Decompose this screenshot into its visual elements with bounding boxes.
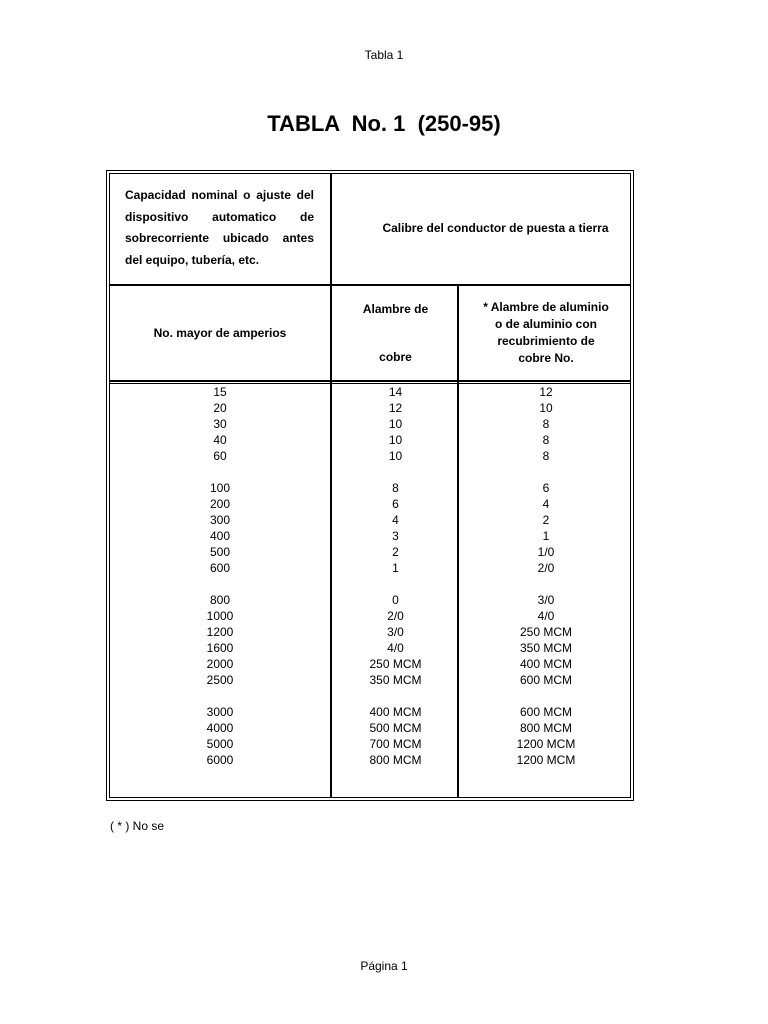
group-spacer (109, 576, 331, 592)
amperes-cell: 2000 (206, 657, 234, 671)
copper-cell: 10 (388, 433, 403, 447)
capacity-header-line: Capacidad nominal o ajuste del (125, 188, 314, 202)
capacity-header-line: del equipo, tubería, etc. (125, 252, 260, 267)
copper-cell: 3 (392, 529, 399, 543)
aluminum-cell: 8 (542, 433, 550, 447)
copper-column-header-line2: cobre (379, 350, 412, 364)
copper-cell: 14 (388, 385, 403, 399)
amperes-cell: 6000 (206, 753, 234, 767)
aluminum-cell: 250 MCM (519, 625, 572, 639)
amperes-cell: 1600 (206, 641, 234, 655)
aluminum-cell: 10 (539, 401, 553, 415)
copper-cell: 0 (392, 593, 399, 607)
capacity-header-line: sobrecorriente ubicado antes (125, 231, 314, 245)
copper-cell: 500 MCM (369, 721, 422, 735)
amperes-cell: 30 (213, 417, 227, 431)
aluminum-cell: 800 MCM (519, 721, 572, 735)
copper-cell: 6 (392, 497, 399, 511)
group-spacer (333, 688, 458, 704)
copper-cell: 2/0 (387, 609, 404, 623)
aluminum-cell: 12 (539, 385, 553, 399)
aluminum-cell: 350 MCM (519, 641, 572, 655)
aluminum-column (460, 384, 632, 768)
document-title: TABLA No. 1 (250-95) (267, 111, 501, 136)
copper-cell: 1 (392, 561, 399, 575)
copper-cell: 10 (388, 417, 403, 431)
conductor-header: Calibre del conductor de puesta a tierra (382, 221, 609, 235)
group-spacer (460, 688, 632, 704)
amperes-cell: 300 (209, 513, 231, 527)
aluminum-cell: 1200 MCM (516, 753, 576, 767)
copper-cell: 4 (392, 513, 399, 527)
group-spacer (333, 576, 458, 592)
amperes-cell: 60 (213, 449, 227, 463)
amperes-cell: 400 (209, 529, 231, 543)
amperes-cell: 800 (209, 593, 231, 607)
aluminum-cell: 600 MCM (519, 673, 572, 687)
aluminum-cell: 8 (542, 449, 550, 463)
group-spacer (109, 688, 331, 704)
aluminum-cell: 2/0 (537, 561, 555, 575)
amperes-cell: 1200 (206, 625, 234, 639)
group-spacer (333, 464, 458, 480)
footnote: ( * ) No se (110, 819, 165, 833)
amperes-cell: 500 (209, 545, 231, 559)
amperes-column (109, 384, 331, 768)
copper-cell: 12 (388, 401, 403, 415)
aluminum-cell: 3/0 (537, 593, 555, 607)
aluminum-cell: 4/0 (537, 609, 555, 623)
group-spacer (109, 464, 331, 480)
header-divider (109, 284, 631, 286)
aluminum-cell: 600 MCM (519, 705, 572, 719)
copper-cell: 3/0 (387, 625, 404, 639)
amperes-cell: 600 (209, 561, 231, 575)
copper-cell: 400 MCM (369, 705, 422, 719)
copper-cell: 250 MCM (369, 657, 422, 671)
amperes-cell: 5000 (206, 737, 234, 751)
aluminum-cell: 1200 MCM (516, 737, 576, 751)
copper-cell: 4/0 (387, 641, 404, 655)
aluminum-cell: 1 (542, 529, 550, 543)
capacity-header-line: dispositivo automatico de (125, 209, 314, 224)
amperes-column-header: No. mayor de amperios (153, 326, 287, 340)
amperes-cell: 40 (213, 433, 227, 447)
aluminum-cell: 6 (542, 481, 550, 495)
copper-cell: 800 MCM (369, 753, 422, 767)
amperes-cell: 2500 (206, 673, 234, 687)
copper-cell: 10 (388, 449, 403, 463)
aluminum-column-header (460, 299, 632, 367)
amperes-cell: 200 (209, 497, 231, 511)
aluminum-header-line: cobre No. (518, 351, 574, 365)
aluminum-header-line: * Alambre de aluminio (483, 300, 609, 314)
group-spacer (460, 464, 632, 480)
amperes-cell: 20 (213, 401, 227, 415)
aluminum-cell: 400 MCM (519, 657, 572, 671)
amperes-cell: 100 (209, 481, 231, 495)
aluminum-cell: 8 (542, 417, 550, 431)
amperes-cell: 1000 (206, 609, 234, 623)
copper-cell: 700 MCM (369, 737, 422, 751)
aluminum-header-line: o de aluminio con (494, 317, 597, 331)
group-spacer (460, 576, 632, 592)
aluminum-cell: 2 (542, 513, 550, 527)
amperes-cell: 4000 (206, 721, 234, 735)
copper-cell: 2 (392, 545, 399, 559)
copper-cell: 8 (392, 481, 399, 495)
aluminum-header-line: recubrimiento de (497, 334, 595, 348)
copper-column-header-line1: Alambre de (362, 302, 429, 316)
amperes-cell: 15 (213, 385, 227, 399)
subheader-divider-top (109, 380, 631, 382)
aluminum-cell: 1/0 (537, 545, 555, 559)
copper-cell: 350 MCM (369, 673, 422, 687)
copper-column (333, 384, 458, 768)
page-footer: Página 1 (360, 959, 408, 973)
amperes-cell: 3000 (206, 705, 234, 719)
aluminum-cell: 4 (542, 497, 550, 511)
page-header: Tabla 1 (364, 48, 404, 62)
capacity-header (125, 185, 314, 271)
